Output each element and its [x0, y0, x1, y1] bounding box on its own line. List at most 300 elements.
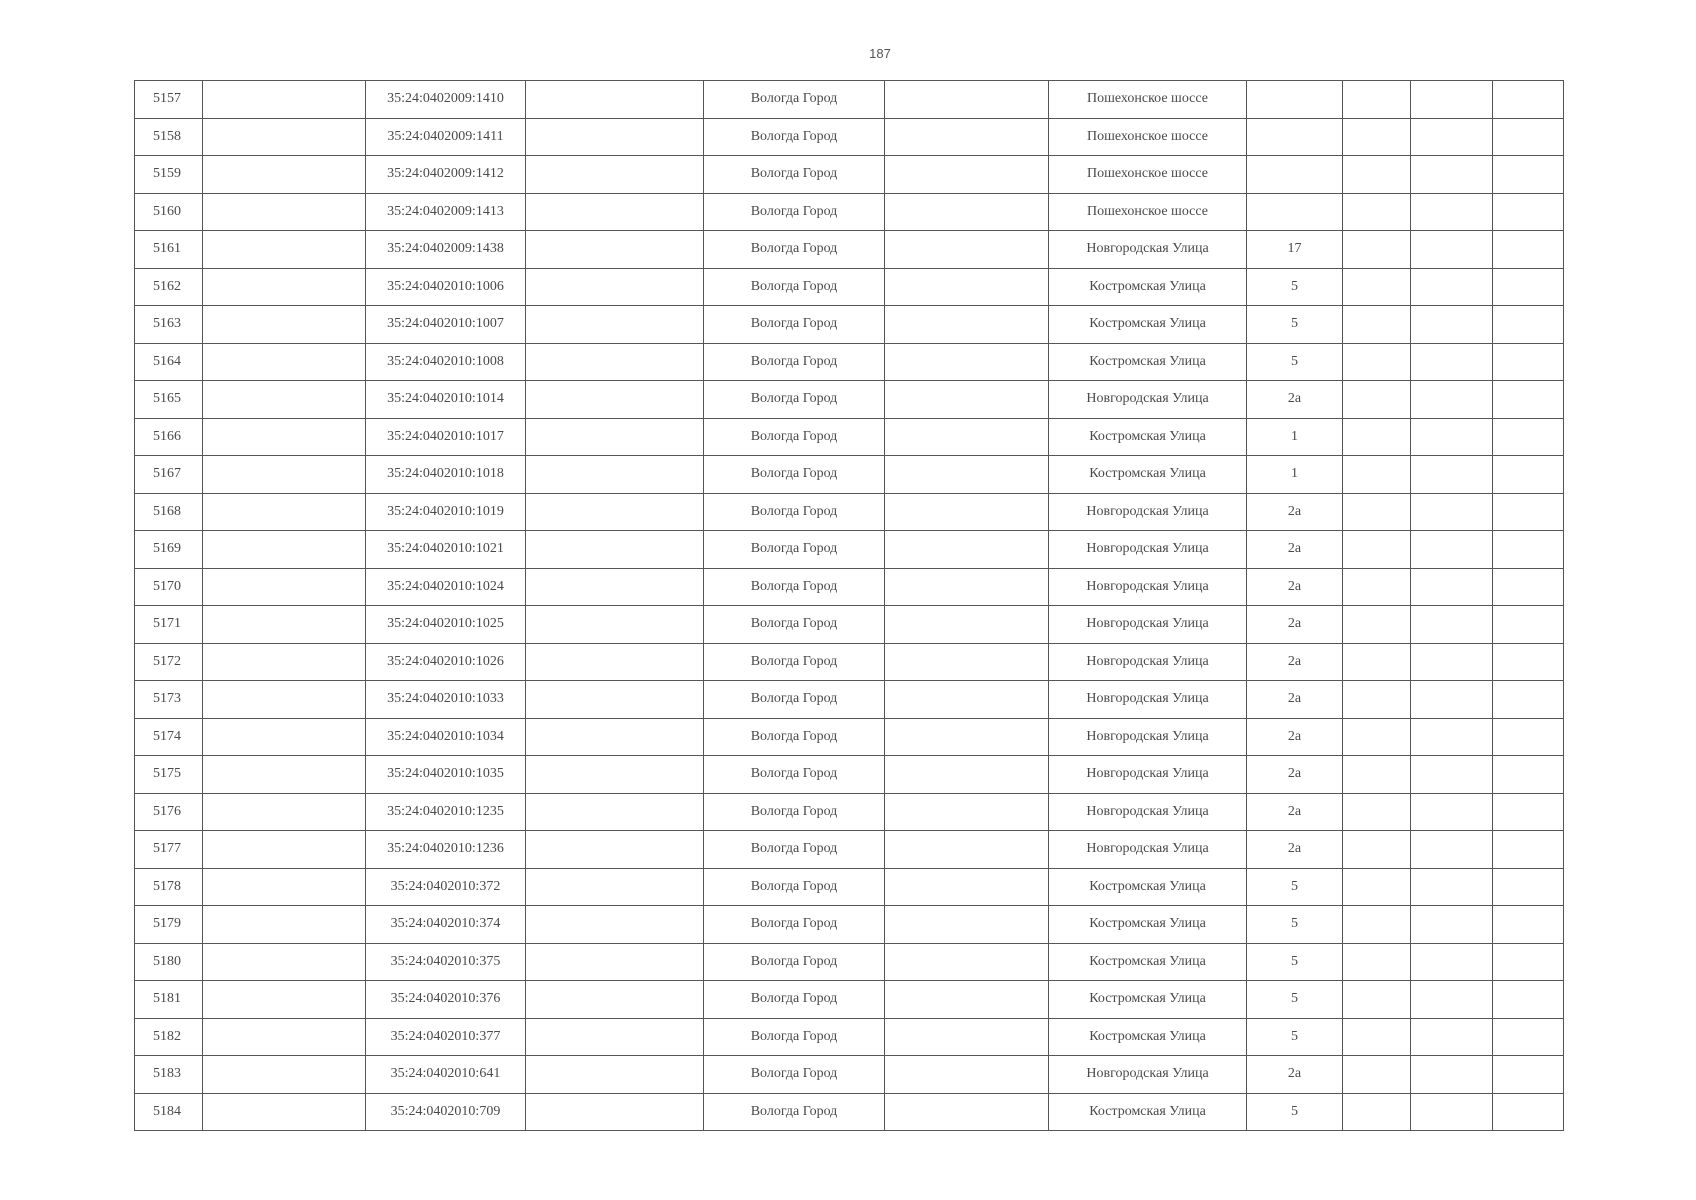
cadastral-number-cell: 35:24:0402010:1019	[366, 493, 526, 531]
empty-cell	[885, 418, 1049, 456]
table-row	[135, 643, 1564, 681]
table-row	[135, 418, 1564, 456]
empty-cell	[203, 793, 366, 831]
empty-cell	[203, 231, 366, 269]
house-number-cell: 5	[1247, 1093, 1343, 1131]
house-number-cell: 5	[1247, 1018, 1343, 1056]
record-number-cell: 5177	[135, 831, 203, 869]
empty-cell	[1493, 793, 1564, 831]
empty-cell	[203, 606, 366, 644]
locality-cell: Вологда Город	[704, 118, 885, 156]
empty-cell	[1343, 193, 1411, 231]
record-number-cell: 5170	[135, 568, 203, 606]
empty-cell	[526, 756, 704, 794]
table-row	[135, 868, 1564, 906]
table-row	[135, 343, 1564, 381]
table-row	[135, 981, 1564, 1019]
street-cell: Новгородская Улица	[1049, 681, 1247, 719]
empty-cell	[885, 268, 1049, 306]
empty-cell	[1411, 381, 1493, 419]
empty-cell	[526, 868, 704, 906]
empty-cell	[203, 643, 366, 681]
empty-cell	[885, 756, 1049, 794]
empty-cell	[885, 81, 1049, 119]
house-number-cell: 2а	[1247, 831, 1343, 869]
empty-cell	[1343, 156, 1411, 194]
empty-cell	[1411, 868, 1493, 906]
empty-cell	[1493, 1056, 1564, 1094]
locality-cell: Вологда Город	[704, 868, 885, 906]
empty-cell	[526, 268, 704, 306]
record-number-cell: 5158	[135, 118, 203, 156]
empty-cell	[203, 156, 366, 194]
empty-cell	[885, 793, 1049, 831]
table-row	[135, 943, 1564, 981]
street-cell: Пошехонское шоссе	[1049, 118, 1247, 156]
record-number-cell: 5171	[135, 606, 203, 644]
street-cell: Костромская Улица	[1049, 306, 1247, 344]
locality-cell: Вологда Город	[704, 81, 885, 119]
empty-cell	[1411, 343, 1493, 381]
table-row	[135, 831, 1564, 869]
table-row	[135, 493, 1564, 531]
record-number-cell: 5166	[135, 418, 203, 456]
record-number-cell: 5162	[135, 268, 203, 306]
empty-cell	[203, 81, 366, 119]
empty-cell	[1343, 1093, 1411, 1131]
empty-cell	[526, 643, 704, 681]
empty-cell	[1411, 156, 1493, 194]
house-number-cell: 2а	[1247, 756, 1343, 794]
table-row	[135, 156, 1564, 194]
empty-cell	[885, 456, 1049, 494]
locality-cell: Вологда Город	[704, 381, 885, 419]
empty-cell	[526, 156, 704, 194]
empty-cell	[1343, 643, 1411, 681]
empty-cell	[885, 156, 1049, 194]
empty-cell	[1343, 1018, 1411, 1056]
locality-cell: Вологда Город	[704, 718, 885, 756]
empty-cell	[526, 831, 704, 869]
table-row	[135, 118, 1564, 156]
cadastral-number-cell: 35:24:0402010:1026	[366, 643, 526, 681]
house-number-cell: 2а	[1247, 381, 1343, 419]
empty-cell	[1411, 1093, 1493, 1131]
empty-cell	[1343, 456, 1411, 494]
registry-table	[134, 80, 1564, 1131]
house-number-cell: 2а	[1247, 493, 1343, 531]
empty-cell	[526, 343, 704, 381]
empty-cell	[1411, 643, 1493, 681]
house-number-cell: 17	[1247, 231, 1343, 269]
empty-cell	[1411, 606, 1493, 644]
empty-cell	[1493, 1093, 1564, 1131]
empty-cell	[885, 1056, 1049, 1094]
empty-cell	[1493, 643, 1564, 681]
street-cell: Костромская Улица	[1049, 1093, 1247, 1131]
empty-cell	[526, 306, 704, 344]
record-number-cell: 5165	[135, 381, 203, 419]
empty-cell	[885, 681, 1049, 719]
locality-cell: Вологда Город	[704, 943, 885, 981]
empty-cell	[526, 456, 704, 494]
empty-cell	[1411, 568, 1493, 606]
empty-cell	[203, 193, 366, 231]
empty-cell	[1343, 1056, 1411, 1094]
empty-cell	[203, 868, 366, 906]
empty-cell	[1411, 681, 1493, 719]
empty-cell	[1493, 81, 1564, 119]
empty-cell	[203, 1056, 366, 1094]
table-row	[135, 193, 1564, 231]
empty-cell	[203, 531, 366, 569]
empty-cell	[1493, 381, 1564, 419]
table-row	[135, 381, 1564, 419]
empty-cell	[1343, 606, 1411, 644]
house-number-cell: 5	[1247, 268, 1343, 306]
empty-cell	[526, 81, 704, 119]
record-number-cell: 5182	[135, 1018, 203, 1056]
cadastral-number-cell: 35:24:0402010:372	[366, 868, 526, 906]
empty-cell	[526, 606, 704, 644]
record-number-cell: 5161	[135, 231, 203, 269]
empty-cell	[885, 193, 1049, 231]
cadastral-number-cell: 35:24:0402010:1017	[366, 418, 526, 456]
cadastral-number-cell: 35:24:0402009:1413	[366, 193, 526, 231]
empty-cell	[1343, 231, 1411, 269]
locality-cell: Вологда Город	[704, 456, 885, 494]
cadastral-number-cell: 35:24:0402010:709	[366, 1093, 526, 1131]
record-number-cell: 5180	[135, 943, 203, 981]
empty-cell	[1411, 193, 1493, 231]
empty-cell	[885, 118, 1049, 156]
empty-cell	[526, 681, 704, 719]
house-number-cell: 2а	[1247, 681, 1343, 719]
cadastral-number-cell: 35:24:0402010:641	[366, 1056, 526, 1094]
empty-cell	[1411, 718, 1493, 756]
empty-cell	[1493, 193, 1564, 231]
empty-cell	[526, 118, 704, 156]
empty-cell	[1493, 156, 1564, 194]
empty-cell	[1493, 531, 1564, 569]
empty-cell	[1411, 981, 1493, 1019]
empty-cell	[1343, 718, 1411, 756]
cadastral-number-cell: 35:24:0402010:1024	[366, 568, 526, 606]
empty-cell	[203, 681, 366, 719]
empty-cell	[1493, 1018, 1564, 1056]
street-cell: Костромская Улица	[1049, 868, 1247, 906]
empty-cell	[885, 1093, 1049, 1131]
record-number-cell: 5160	[135, 193, 203, 231]
empty-cell	[885, 231, 1049, 269]
empty-cell	[526, 493, 704, 531]
empty-cell	[1411, 906, 1493, 944]
empty-cell	[203, 343, 366, 381]
empty-cell	[1411, 231, 1493, 269]
empty-cell	[1343, 831, 1411, 869]
record-number-cell: 5181	[135, 981, 203, 1019]
street-cell: Костромская Улица	[1049, 268, 1247, 306]
locality-cell: Вологда Город	[704, 268, 885, 306]
house-number-cell: 5	[1247, 906, 1343, 944]
house-number-cell	[1247, 118, 1343, 156]
table-row	[135, 906, 1564, 944]
locality-cell: Вологда Город	[704, 156, 885, 194]
house-number-cell: 1	[1247, 418, 1343, 456]
empty-cell	[885, 643, 1049, 681]
cadastral-number-cell: 35:24:0402010:1021	[366, 531, 526, 569]
locality-cell: Вологда Город	[704, 756, 885, 794]
street-cell: Новгородская Улица	[1049, 606, 1247, 644]
street-cell: Новгородская Улица	[1049, 1056, 1247, 1094]
empty-cell	[203, 943, 366, 981]
house-number-cell	[1247, 156, 1343, 194]
locality-cell: Вологда Город	[704, 306, 885, 344]
empty-cell	[1343, 943, 1411, 981]
empty-cell	[1493, 718, 1564, 756]
empty-cell	[885, 943, 1049, 981]
empty-cell	[526, 1093, 704, 1131]
record-number-cell: 5173	[135, 681, 203, 719]
street-cell: Пошехонское шоссе	[1049, 193, 1247, 231]
cadastral-number-cell: 35:24:0402010:1014	[366, 381, 526, 419]
locality-cell: Вологда Город	[704, 981, 885, 1019]
cadastral-number-cell: 35:24:0402010:1007	[366, 306, 526, 344]
record-number-cell: 5174	[135, 718, 203, 756]
empty-cell	[1493, 268, 1564, 306]
empty-cell	[1493, 231, 1564, 269]
empty-cell	[203, 1093, 366, 1131]
empty-cell	[885, 906, 1049, 944]
empty-cell	[203, 118, 366, 156]
record-number-cell: 5159	[135, 156, 203, 194]
street-cell: Костромская Улица	[1049, 906, 1247, 944]
empty-cell	[1411, 81, 1493, 119]
table-row	[135, 756, 1564, 794]
street-cell: Костромская Улица	[1049, 343, 1247, 381]
cadastral-number-cell: 35:24:0402010:1006	[366, 268, 526, 306]
table-row	[135, 81, 1564, 119]
record-number-cell: 5178	[135, 868, 203, 906]
house-number-cell: 1	[1247, 456, 1343, 494]
empty-cell	[1343, 418, 1411, 456]
cadastral-number-cell: 35:24:0402009:1410	[366, 81, 526, 119]
empty-cell	[1411, 493, 1493, 531]
empty-cell	[203, 268, 366, 306]
empty-cell	[1343, 381, 1411, 419]
locality-cell: Вологда Город	[704, 531, 885, 569]
locality-cell: Вологда Город	[704, 193, 885, 231]
cadastral-number-cell: 35:24:0402009:1438	[366, 231, 526, 269]
empty-cell	[1343, 118, 1411, 156]
empty-cell	[1411, 943, 1493, 981]
house-number-cell: 2а	[1247, 568, 1343, 606]
empty-cell	[526, 381, 704, 419]
table-row	[135, 1056, 1564, 1094]
empty-cell	[526, 718, 704, 756]
empty-cell	[203, 306, 366, 344]
street-cell: Новгородская Улица	[1049, 793, 1247, 831]
street-cell: Новгородская Улица	[1049, 756, 1247, 794]
empty-cell	[203, 831, 366, 869]
empty-cell	[1411, 268, 1493, 306]
empty-cell	[885, 868, 1049, 906]
street-cell: Новгородская Улица	[1049, 493, 1247, 531]
record-number-cell: 5163	[135, 306, 203, 344]
empty-cell	[1493, 606, 1564, 644]
locality-cell: Вологда Город	[704, 1056, 885, 1094]
table-row	[135, 231, 1564, 269]
empty-cell	[526, 531, 704, 569]
table-row	[135, 1093, 1564, 1131]
empty-cell	[203, 381, 366, 419]
empty-cell	[203, 981, 366, 1019]
record-number-cell: 5167	[135, 456, 203, 494]
locality-cell: Вологда Город	[704, 1018, 885, 1056]
house-number-cell: 2а	[1247, 793, 1343, 831]
empty-cell	[1493, 981, 1564, 1019]
empty-cell	[1343, 568, 1411, 606]
cadastral-number-cell: 35:24:0402010:1033	[366, 681, 526, 719]
house-number-cell: 5	[1247, 343, 1343, 381]
house-number-cell: 2а	[1247, 643, 1343, 681]
house-number-cell	[1247, 193, 1343, 231]
house-number-cell: 2а	[1247, 1056, 1343, 1094]
empty-cell	[1493, 756, 1564, 794]
locality-cell: Вологда Город	[704, 231, 885, 269]
empty-cell	[1411, 531, 1493, 569]
empty-cell	[1493, 868, 1564, 906]
record-number-cell: 5164	[135, 343, 203, 381]
locality-cell: Вологда Город	[704, 831, 885, 869]
empty-cell	[1343, 306, 1411, 344]
empty-cell	[1343, 343, 1411, 381]
empty-cell	[1493, 681, 1564, 719]
empty-cell	[203, 456, 366, 494]
page-number-label: 187	[869, 46, 891, 61]
empty-cell	[885, 718, 1049, 756]
empty-cell	[1411, 118, 1493, 156]
cadastral-number-cell: 35:24:0402009:1412	[366, 156, 526, 194]
empty-cell	[1493, 906, 1564, 944]
empty-cell	[526, 193, 704, 231]
cadastral-number-cell: 35:24:0402010:377	[366, 1018, 526, 1056]
empty-cell	[885, 831, 1049, 869]
table-row	[135, 681, 1564, 719]
empty-cell	[885, 306, 1049, 344]
empty-cell	[526, 418, 704, 456]
empty-cell	[526, 568, 704, 606]
street-cell: Пошехонское шоссе	[1049, 81, 1247, 119]
locality-cell: Вологда Город	[704, 793, 885, 831]
empty-cell	[203, 493, 366, 531]
empty-cell	[885, 568, 1049, 606]
cadastral-number-cell: 35:24:0402010:1018	[366, 456, 526, 494]
house-number-cell: 2а	[1247, 718, 1343, 756]
empty-cell	[1493, 118, 1564, 156]
empty-cell	[885, 531, 1049, 569]
page-number	[0, 46, 1696, 61]
empty-cell	[1343, 531, 1411, 569]
locality-cell: Вологда Город	[704, 643, 885, 681]
street-cell: Пошехонское шоссе	[1049, 156, 1247, 194]
locality-cell: Вологда Город	[704, 906, 885, 944]
table-row	[135, 793, 1564, 831]
table-row	[135, 568, 1564, 606]
empty-cell	[885, 381, 1049, 419]
empty-cell	[885, 981, 1049, 1019]
empty-cell	[1493, 306, 1564, 344]
street-cell: Новгородская Улица	[1049, 531, 1247, 569]
empty-cell	[1343, 981, 1411, 1019]
record-number-cell: 5168	[135, 493, 203, 531]
empty-cell	[1411, 456, 1493, 494]
street-cell: Костромская Улица	[1049, 943, 1247, 981]
empty-cell	[526, 943, 704, 981]
house-number-cell: 2а	[1247, 606, 1343, 644]
house-number-cell: 5	[1247, 868, 1343, 906]
street-cell: Новгородская Улица	[1049, 718, 1247, 756]
record-number-cell: 5157	[135, 81, 203, 119]
empty-cell	[1343, 268, 1411, 306]
empty-cell	[885, 343, 1049, 381]
empty-cell	[203, 756, 366, 794]
empty-cell	[1493, 343, 1564, 381]
cadastral-number-cell: 35:24:0402010:376	[366, 981, 526, 1019]
house-number-cell	[1247, 81, 1343, 119]
house-number-cell: 2а	[1247, 531, 1343, 569]
street-cell: Костромская Улица	[1049, 456, 1247, 494]
table-row	[135, 1018, 1564, 1056]
locality-cell: Вологда Город	[704, 681, 885, 719]
empty-cell	[1493, 418, 1564, 456]
street-cell: Костромская Улица	[1049, 981, 1247, 1019]
record-number-cell: 5183	[135, 1056, 203, 1094]
table-row	[135, 268, 1564, 306]
empty-cell	[885, 493, 1049, 531]
empty-cell	[1493, 943, 1564, 981]
empty-cell	[1493, 456, 1564, 494]
empty-cell	[1411, 1018, 1493, 1056]
empty-cell	[1343, 681, 1411, 719]
cadastral-number-cell: 35:24:0402009:1411	[366, 118, 526, 156]
empty-cell	[1411, 418, 1493, 456]
table-row	[135, 718, 1564, 756]
empty-cell	[1411, 1056, 1493, 1094]
empty-cell	[1493, 831, 1564, 869]
empty-cell	[1343, 756, 1411, 794]
locality-cell: Вологда Город	[704, 606, 885, 644]
record-number-cell: 5169	[135, 531, 203, 569]
empty-cell	[1493, 568, 1564, 606]
street-cell: Костромская Улица	[1049, 418, 1247, 456]
empty-cell	[1343, 868, 1411, 906]
cadastral-number-cell: 35:24:0402010:1025	[366, 606, 526, 644]
record-number-cell: 5179	[135, 906, 203, 944]
cadastral-number-cell: 35:24:0402010:1235	[366, 793, 526, 831]
table-row	[135, 306, 1564, 344]
empty-cell	[1493, 493, 1564, 531]
cadastral-number-cell: 35:24:0402010:1008	[366, 343, 526, 381]
house-number-cell: 5	[1247, 306, 1343, 344]
empty-cell	[203, 906, 366, 944]
empty-cell	[1411, 756, 1493, 794]
empty-cell	[203, 568, 366, 606]
record-number-cell: 5176	[135, 793, 203, 831]
empty-cell	[1343, 81, 1411, 119]
empty-cell	[1411, 306, 1493, 344]
empty-cell	[526, 231, 704, 269]
